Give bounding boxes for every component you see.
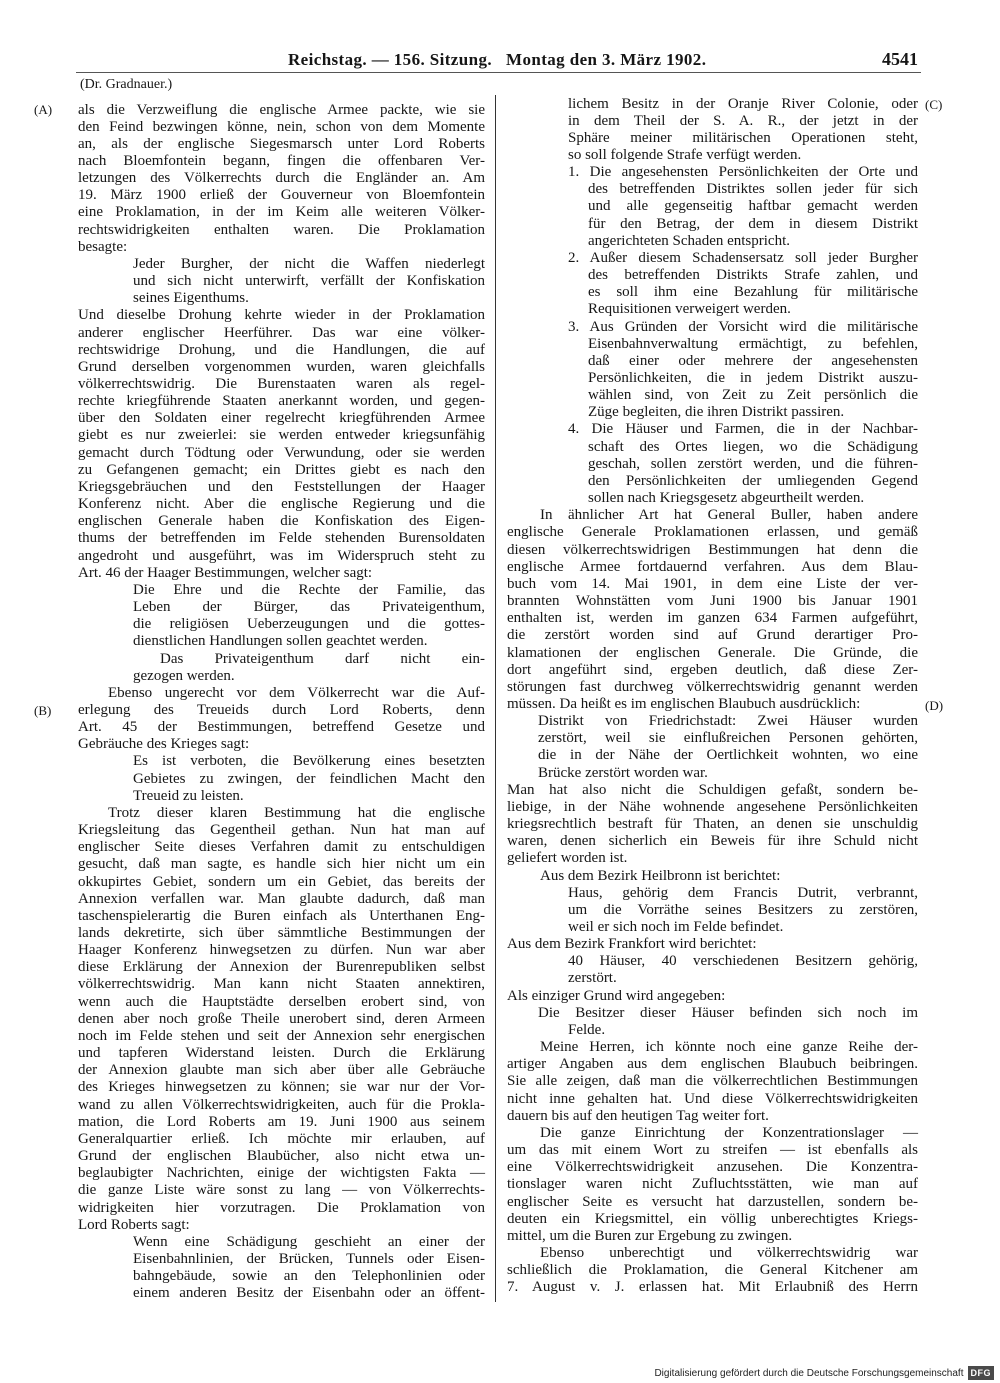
- text-line: rechtswidrige Drohung, und die Handlungen, die auf: [78, 341, 485, 358]
- text-line: so soll folgende Strafe verfügt werden.: [568, 146, 802, 163]
- text-line: einem anderen Besitz der Eisenbahn oder an öffent-: [133, 1285, 485, 1302]
- paragraph-block: [78, 805, 485, 1234]
- text-line: weil er sich noch im Felde befindet.: [568, 919, 784, 935]
- text-line: Leben der Bürger, das Privateigenthum,: [133, 599, 485, 616]
- text-line: letzungen des Völkerrechts durch die Engländer an. Am: [78, 170, 485, 187]
- text-line: Sie alle zeigen, daß man die völkerrechtlichen Bestimmungen: [507, 1073, 918, 1090]
- text-line: waren, denen sicherlich ein Beweis für ihre Schuld nicht: [507, 833, 918, 850]
- text-line: die in der Nähe der Oertlichkeit wohnten, wo eine: [538, 747, 918, 764]
- text-line: tionslager waren nicht Zufluchtsstätten, wie man auf: [507, 1176, 918, 1193]
- text-line: rechte kriegführende Staaten anerkannt worden, und gegen-: [78, 393, 485, 410]
- quote-block: [507, 96, 918, 165]
- text-line: englische Armee fortdauernd verfahren. Aus dem Blau-: [507, 558, 918, 575]
- text-line: englischer Seite es versucht hat darzustellen, sondern be-: [507, 1193, 918, 1210]
- text-line: Züge begleiten, die ihren Distrikt passiren.: [588, 404, 845, 421]
- text-line: an, als der englische Siegesmarsch unter Lord Roberts: [78, 135, 485, 152]
- text-line: noch im Felde stehen und seit der Annexion sehr energischen: [78, 1027, 485, 1044]
- text-line: liebige, in der Nähe wohnende angesehene Persönlichkeiten: [507, 798, 918, 815]
- text-line: Felde.: [568, 1021, 606, 1038]
- text-line: Die Besitzer dieser Häuser befinden sich noch im: [538, 1004, 918, 1021]
- text-line: 2. Außer diesem Schadensersatz soll jeder Burgher: [568, 249, 918, 266]
- header-rule: [76, 72, 921, 73]
- text-line: Sphäre meiner militärischen Operationen steht,: [568, 129, 918, 146]
- text-line: dauern bis auf den heutigen Tag weiter fort.: [507, 1107, 769, 1124]
- text-line: über den Soldaten einer regelrecht kriegführenden Armee: [78, 410, 485, 427]
- session-title: Reichstag. — 156. Sitzung.: [288, 50, 493, 69]
- text-line: 4. Die Häuser und Farmen, die in der Nachbar-: [568, 421, 918, 438]
- text-line: die religiösen Ueberzeugungen und die gottes-: [133, 616, 485, 633]
- text-line: angedroht und ausgeführt, was im Widerspruch steht zu: [78, 547, 485, 564]
- text-line: Jeder Burgher, der nicht die Waffen niederlegt: [133, 255, 485, 272]
- text-line: Annexion verfallen war. Man glaubte dadurch, daß man: [78, 890, 485, 907]
- item-block: [507, 250, 918, 319]
- paragraph-block: [507, 868, 918, 885]
- text-line: des betreffenden Distrikts Strafe zahlen, und: [588, 267, 918, 284]
- text-line: Lord Roberts sagt:: [78, 1216, 190, 1233]
- paragraph-block: [507, 507, 918, 713]
- page-header: [0, 50, 1000, 72]
- text-line: Man hat also nicht die Schuldigen gefaßt, sondern be-: [507, 781, 918, 798]
- text-line: angerichteten Schaden entspricht.: [588, 232, 791, 249]
- text-line: um die Vorräthe seines Besitzers zu zerstören,: [568, 901, 918, 918]
- text-line: Meine Herren, ich könnte noch eine ganze Reihe der-: [540, 1039, 918, 1056]
- quote-block: [78, 256, 485, 307]
- text-line: daß einer oder mehrere der angesehensten: [588, 352, 918, 369]
- text-line: erlegung des Treueids durch Lord Roberts, denn: [78, 701, 485, 718]
- footer: [654, 1365, 994, 1381]
- text-line: 40 Häuser, 40 verschiedenen Besitzern gehörig,: [568, 953, 918, 970]
- text-line: 3. Aus Gründen der Vorsicht wird die militärische: [568, 318, 918, 335]
- text-line: Brücke zerstört worden war.: [538, 764, 708, 781]
- text-line: eine Völkerrechtswidrigkeit anzusehen. Die Konzentra-: [507, 1159, 918, 1176]
- text-line: thums der betreffenden im Felde stehenden Burensoldaten: [78, 530, 485, 547]
- margin-marker-b: (B): [34, 703, 52, 718]
- text-line: Eisenbahnverwaltung ermächtigt, zu befehlen,: [588, 335, 918, 352]
- page-number: 4541: [882, 49, 918, 69]
- continuation-block: [507, 936, 918, 953]
- text-line: zu Gefangenen gemacht; ein Drittes giebt es nach den: [78, 461, 485, 478]
- text-line: diesen völkerrechtswidrigen Bestimmungen hat denn die: [507, 541, 918, 558]
- text-line: Als einziger Grund wird angegeben:: [507, 987, 726, 1004]
- text-line: Requisitionen verweigert werden.: [588, 301, 791, 318]
- text-line: zerstört.: [568, 970, 617, 987]
- text-line: mation, die Lord Roberts am 19. Juni 1900 aus seinem: [78, 1113, 485, 1130]
- text-line: gezogen werden.: [133, 667, 235, 684]
- text-line: taschenspielerartig die Buren einfach als Unterthanen Eng-: [78, 907, 485, 924]
- text-line: Wenn eine Schädigung geschieht an einer der: [133, 1233, 485, 1250]
- text-line: anderer englischer Heerführer. Das war eine völker-: [78, 324, 485, 341]
- text-line: kriegsrechtlich bestraft für Thaten, an denen sie unschuldig: [507, 816, 918, 833]
- text-line: In ähnlicher Art hat General Buller, haben andere: [540, 507, 918, 524]
- text-line: 7. August v. J. erlassen hat. Mit Erlaubniß des Herrn: [507, 1279, 918, 1296]
- item-block: [507, 164, 918, 250]
- text-line: Konferenz nicht. Aber die englische Regierung und die: [78, 496, 485, 513]
- text-line: für den Betrag, der dem in diesem Distrikt: [588, 215, 918, 232]
- text-line: Kriegsleitung das Gegentheil gethan. Nun hat man auf: [78, 822, 485, 839]
- quote-block: [78, 582, 485, 651]
- text-line: Kriegsgebräuchen und den Feststellungen der Haager: [78, 478, 485, 495]
- text-line: dienstlichen Handlungen sollen geachtet werden.: [133, 633, 428, 650]
- text-line: Eisenbahnlinien, der Brücken, Tunnels oder Eisen-: [133, 1250, 485, 1267]
- text-line: Aus dem Bezirk Frankfort wird berichtet:: [507, 936, 757, 953]
- text-line: Gebräuche des Krieges sagt:: [78, 736, 250, 753]
- quote-block: [507, 953, 918, 987]
- paragraph-block: [507, 1039, 918, 1125]
- margin-marker-d: (D): [925, 698, 944, 713]
- text-line: artiger Angaben aus dem englischen Blaubuch beibringen.: [507, 1056, 918, 1073]
- right-column: [507, 96, 918, 1297]
- text-line: beglaubigter Nachrichten, einige der wichtigsten Fakta —: [78, 1165, 485, 1182]
- text-line: buch vom 14. Mai 1901, in dem eine Liste der ver-: [507, 575, 918, 592]
- text-line: schließlich die Proklamation, die General Kitchener am: [507, 1262, 918, 1279]
- text-line: schaft des Ortes liegen, wo die Schädigung: [588, 438, 918, 455]
- quote-inset-block: [507, 713, 918, 782]
- text-line: störungen fast durchweg völkerrechtswidrig genannt werden: [507, 678, 918, 695]
- text-line: wählen sind, von Zeit zu Zeit persönlich die: [588, 387, 918, 404]
- text-line: völkerrechtswidrig. Man kann nicht Staaten annektiren,: [78, 976, 485, 993]
- text-line: eine Proklamation, in der im Keim alle weiteren Völker-: [78, 204, 485, 221]
- text-line: Gebietes zu zwingen, der feindlichen Macht den: [133, 770, 485, 787]
- text-line: als die Verzweiflung die englische Armee packte, wie sie: [78, 101, 485, 118]
- item-block: [507, 319, 918, 422]
- text-line: Ebenso ungerecht vor dem Völkerrecht war die Auf-: [108, 684, 485, 701]
- margin-marker-c: (C): [925, 97, 943, 112]
- text-line: Haus, gehörig dem Francis Dutrit, verbrannt,: [568, 884, 918, 901]
- text-line: englischen Generale haben die Konfiskation des Eigen-: [78, 513, 485, 530]
- text-line: die zerstört worden sind auf Grund derartiger Pro-: [507, 627, 918, 644]
- text-line: Das Privateigenthum darf nicht ein-: [160, 650, 485, 667]
- text-line: völkerrechtswidrig. Die Burenstaaten waren als regel-: [78, 376, 485, 392]
- text-line: geliefert worden ist.: [507, 850, 628, 867]
- left-column: [78, 102, 485, 1303]
- text-line: Art. 46 der Haager Bestimmungen, welcher sagt:: [78, 564, 373, 581]
- text-line: lichem Besitz in der Oranje River Colonie, oder: [568, 95, 918, 112]
- continuation-block: [507, 782, 918, 868]
- text-line: in dem Theil der S. A. R., der jetzt in der: [568, 112, 918, 129]
- text-line: mittel, um die Buren zur Ergebung zu zwingen.: [507, 1227, 793, 1244]
- margin-marker-a: (A): [34, 102, 53, 117]
- continuation-block: [78, 307, 485, 582]
- quote-hanging-block: [507, 1005, 918, 1039]
- text-line: sollen nach Kriegsgesetz abgeurtheilt werden.: [588, 490, 865, 507]
- text-line: Trotz dieser klaren Bestimmung hat die englische: [108, 804, 485, 821]
- paragraph-block: [78, 685, 485, 754]
- text-line: und sich nicht unterwirft, verfällt der Konfiskation: [133, 273, 485, 290]
- text-line: deuten ein Kriegsmittel, ein völlig unberechtigtes Kriegs-: [507, 1210, 918, 1227]
- text-line: Aus dem Bezirk Heilbronn ist berichtet:: [540, 867, 781, 884]
- text-line: nach Bloemfontein begann, fingen die offenbaren Ver-: [78, 152, 485, 169]
- column-divider: [495, 95, 496, 1302]
- continuation-block: [507, 988, 918, 1005]
- quote-block: [78, 753, 485, 804]
- text-line: Die ganze Einrichtung der Konzentrationslager —: [540, 1124, 918, 1141]
- text-line: des Krieges hinwegsetzen zu können; sie war nur der Vor-: [78, 1079, 485, 1096]
- text-line: zerstört, weil sie einflußreichen Personen gehörten,: [538, 730, 918, 747]
- text-line: brannten Wohnstätten vom Juni 1900 bis Januar 1901: [507, 593, 918, 610]
- text-line: Ebenso unberechtigt und völkerrechtswidrig war: [540, 1244, 918, 1261]
- text-line: Treueid zu leisten.: [133, 787, 244, 804]
- text-line: rechtswidrigkeiten enthalten waren. Die Proklamation: [78, 221, 485, 238]
- text-line: es soll ihm eine Bezahlung für militärische: [588, 284, 918, 301]
- text-line: wenn auch die Hauptstädte derselben erobert sind, von: [78, 993, 485, 1010]
- text-line: und alle gegenseitig haftbar gemacht werden: [588, 198, 918, 215]
- text-line: englische Generale Proklamationen erlassen, und gemäß: [507, 524, 918, 541]
- text-line: Grund derselben vorgenommen wurden, waren gleichfalls: [78, 358, 485, 375]
- dfg-logo: DFG: [968, 1366, 995, 1380]
- text-line: Grund der englischen Blaubücher, also nicht etwa un-: [78, 1148, 485, 1165]
- text-line: Haager Konferenz hinwegsetzen zu dürfen. Nun war aber: [78, 942, 485, 959]
- text-line: Generalquartier erließ. Ich möchte mir erlauben, auf: [78, 1130, 485, 1147]
- speaker-label: (Dr. Gradnauer.): [80, 77, 173, 92]
- text-line: des betreffenden Distriktes sollen jeder für sich: [588, 181, 918, 198]
- text-line: der Annexion glaubte man sich aber über alle Gebräuche: [78, 1062, 485, 1079]
- text-line: Distrikt von Friedrichstadt: Zwei Häuser wurden: [538, 713, 918, 730]
- text-line: lands dekretirte, sich über sämmtliche Bestimmungen der: [78, 925, 485, 941]
- text-line: 1. Die angesehensten Persönlichkeiten der Orte und: [568, 164, 918, 181]
- text-line: und tapferen Widerstand leisten. Durch die Erklärung: [78, 1045, 485, 1062]
- text-line: seines Eigenthums.: [133, 290, 249, 307]
- text-line: müssen. Da heißt es im englischen Blaubuch ausdrücklich:: [507, 695, 861, 712]
- text-line: klamationen der englischen Generale. Die Gründe, die: [507, 644, 918, 661]
- text-line: geschah, sollen zerstört werden, und die führen-: [588, 455, 918, 472]
- text-line: denen aber noch große Theile unerobert sind, deren Armeen: [78, 1010, 485, 1027]
- text-line: bahngebäude, sowie an den Telephonlinien oder: [133, 1268, 485, 1285]
- text-line: okkupirtes Gebiet, sondern um ein Gebiet, das bereits der: [78, 873, 485, 890]
- text-line: diese Erklärung der Annexion der Burenrepubliken selbst: [78, 959, 485, 976]
- text-line: dort angeführt sind, ergeben deutlich, daß diese Zer-: [507, 661, 918, 678]
- session-date: Montag den 3. März 1902.: [506, 50, 707, 69]
- text-line: wand zu allen Völkerrechtswidrigkeiten, auch für die Prokla-: [78, 1096, 485, 1113]
- funding-credit: Digitalisierung gefördert durch die Deutsche Forschungsgemeinschaft: [654, 1367, 964, 1379]
- text-line: Die Ehre und die Rechte der Familie, das: [133, 581, 485, 598]
- text-line: Und dieselbe Drohung kehrte wieder in der Proklamation: [78, 307, 485, 324]
- quote-block: [78, 1234, 485, 1303]
- continuation-block: [78, 102, 485, 256]
- text-line: Es ist verboten, die Bevölkerung eines besetzten: [133, 753, 485, 770]
- text-line: um das mit einem Wort zu streifen — ist ebenfalls als: [507, 1142, 918, 1159]
- text-line: nicht inne gehalten hat. Und diese Völkerrechtswidrigkeiten: [507, 1090, 918, 1107]
- item-block: [507, 421, 918, 507]
- text-line: gemacht durch Tödtung oder Verwundung, oder sie werden: [78, 444, 485, 461]
- text-line: die ganze Liste wäre sonst zu lang — von Völkerrechts-: [78, 1182, 485, 1199]
- text-line: enthalten ist, werden im ganzen 634 Farmen aufgeführt,: [507, 610, 918, 627]
- paragraph-block: [507, 1245, 918, 1296]
- text-line: den Persönlichkeiten der umliegenden Gegend: [588, 472, 918, 489]
- paragraph-block: [507, 1125, 918, 1245]
- text-line: englischer Seite dieses Verfahren damit zu entschuldigen: [78, 839, 485, 856]
- text-line: besagte:: [78, 238, 128, 255]
- text-line: giebt es nur zweierlei: sie werden entweder kriegsunfähig: [78, 427, 485, 444]
- quote-block: [507, 885, 918, 936]
- text-line: den Feind bezwingen könne, nein, schon von dem Momente: [78, 118, 485, 135]
- text-line: Persönlichkeiten, die in jedem Distrikt auszu-: [588, 370, 918, 386]
- text-line: Art. 45 der Bestimmungen, betreffend Gesetze und: [78, 719, 485, 736]
- quote-paragraph-block: [78, 651, 485, 685]
- text-line: gesucht, daß man sagte, es handle sich hier nicht um ein: [78, 856, 485, 873]
- text-line: 19. März 1900 erließ der Gouverneur von Bloemfontein: [78, 187, 485, 204]
- text-line: widrigkeiten hier vorzutragen. Die Proklamation von: [78, 1199, 485, 1216]
